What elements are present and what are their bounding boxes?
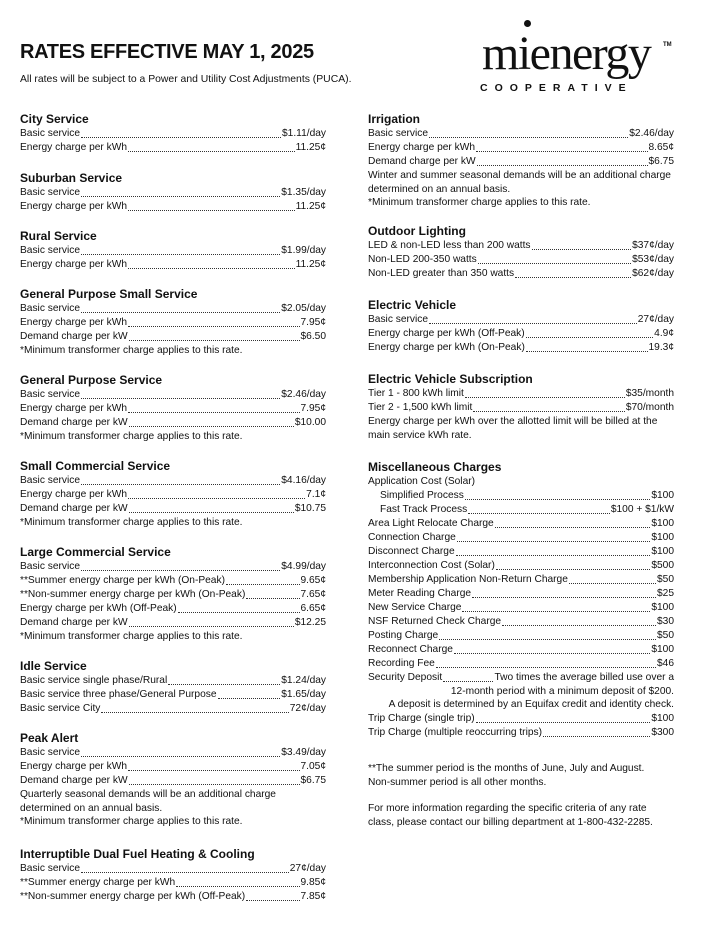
rate-row: Fast Track Process $100 + $1/kW	[380, 503, 674, 515]
rate-row: Connection Charge $100	[368, 531, 674, 543]
rate-row: Disconnect Charge $100	[368, 545, 674, 557]
section-title: Outdoor Lighting	[368, 224, 466, 238]
rate-row: Area Light Relocate Charge $100	[368, 517, 674, 529]
page-title: RATES EFFECTIVE MAY 1, 2025	[20, 41, 314, 63]
summer-footnote	[368, 760, 674, 802]
contact-text: For more information regarding the specific criteria of any rate class, please contact our billing department at 1-800-432-2285.	[368, 803, 653, 828]
logo-tagline: COOPERATIVE	[480, 82, 633, 94]
rate-row: Energy charge per kWh 11.25¢	[20, 259, 326, 270]
section-title: City Service	[20, 112, 89, 126]
logo-trademark: TM	[663, 42, 672, 48]
rate-note: *Minimum transformer charge applies to this rate.	[368, 197, 591, 208]
section-idle-service	[20, 659, 326, 731]
rate-row: Tier 1 - 800 kWh limit $35/month	[368, 388, 674, 399]
rate-note: *Minimum transformer charge applies to this rate.	[20, 631, 243, 642]
section-title: Irrigation	[368, 112, 421, 126]
rate-row: **Summer energy charge per kWh (On-Peak) 9.65¢	[20, 575, 326, 586]
section-general-purpose-small	[20, 287, 326, 373]
rate-row: **Non-summer energy charge per kWh (On-Peak) 7.65¢	[20, 589, 326, 600]
rate-row: Basic service $1.99/day	[20, 245, 326, 256]
rate-row: Basic service $1.35/day	[20, 187, 326, 198]
rate-row: Recording Fee $46	[368, 657, 674, 669]
footnote-text: Non-summer period is all other months.	[368, 776, 547, 788]
rate-row: **Non-summer energy charge per kWh (Off-Peak) 7.85¢	[20, 891, 326, 902]
rate-row: Demand charge per kW $10.75	[20, 503, 326, 514]
rate-note: Winter and summer seasonal demands will be an additional charge determined on an annual basis.	[368, 170, 671, 195]
section-outdoor-lighting	[368, 224, 674, 298]
section-title: General Purpose Small Service	[20, 287, 198, 301]
section-large-commercial	[20, 545, 326, 659]
section-suburban-service	[20, 171, 326, 229]
rate-row: Basic service $2.46/day	[20, 389, 326, 400]
puca-subtitle: All rates will be subject to a Power and Utility Cost Adjustments (PUCA).	[20, 74, 352, 85]
section-small-commercial	[20, 459, 326, 545]
rate-row: Basic service 27¢/day	[20, 863, 326, 874]
section-rural-service	[20, 229, 326, 287]
section-general-purpose	[20, 373, 326, 459]
section-title: Peak Alert	[20, 731, 79, 745]
rate-row: Energy charge per kWh 8.65¢	[368, 142, 674, 153]
rate-row: Basic service $2.05/day	[20, 303, 326, 314]
rate-row: Basic service three phase/General Purpose $1.65/day	[20, 689, 326, 700]
section-peak-alert	[20, 731, 326, 847]
rate-row: Membership Application Non-Return Charge $50	[368, 573, 674, 585]
rate-row: Trip Charge (multiple reoccurring trips) $300	[368, 726, 674, 738]
contact-info	[368, 802, 674, 829]
rate-row: Meter Reading Charge $25	[368, 587, 674, 599]
rate-row: Simplified Process $100	[380, 489, 674, 501]
section-title: Idle Service	[20, 659, 87, 673]
logo-dot	[524, 20, 531, 27]
rate-row: Non-LED greater than 350 watts $62¢/day	[368, 268, 674, 279]
section-title: Small Commercial Service	[20, 459, 171, 473]
rate-row: Demand charge per kW $12.25	[20, 617, 326, 628]
rate-note: *Minimum transformer charge applies to this rate.	[20, 517, 243, 528]
application-cost-label: Application Cost (Solar)	[368, 476, 476, 487]
section-title: Large Commercial Service	[20, 545, 171, 559]
left-column	[20, 112, 326, 904]
rate-row: NSF Returned Check Charge $30	[368, 615, 674, 627]
logo-wordmark: mienergy	[482, 27, 651, 80]
section-title: Electric Vehicle	[368, 298, 457, 312]
rate-row: Trip Charge (single trip) $100	[368, 712, 674, 724]
rate-row: Basic service City 72¢/day	[20, 703, 326, 714]
section-city-service	[20, 112, 326, 171]
rate-row: Energy charge per kWh 7.95¢	[20, 403, 326, 414]
mienergy-logo	[470, 18, 680, 98]
rate-row: Energy charge per kWh 7.1¢	[20, 489, 326, 500]
rate-row: Demand charge per kW $10.00	[20, 417, 326, 428]
rate-row: Basic service $2.46/day	[368, 128, 674, 139]
security-deposit-row: Security Deposit Two times the average billed use over a	[368, 671, 674, 683]
rate-row: **Summer energy charge per kWh 9.85¢	[20, 877, 326, 888]
deposit-note: 12-month period with a minimum deposit of $200.	[450, 685, 674, 697]
section-irrigation	[368, 112, 674, 224]
rate-row: Basic service single phase/Rural $1.24/day	[20, 675, 326, 686]
section-title: Rural Service	[20, 229, 97, 243]
rate-row: Demand charge per kW $6.50	[20, 331, 326, 342]
deposit-note: A deposit is determined by an Equifax credit and identity check.	[388, 699, 674, 710]
section-ev-subscription	[368, 372, 674, 460]
rate-row: Energy charge per kWh 7.95¢	[20, 317, 326, 328]
rate-row: Posting Charge $50	[368, 629, 674, 641]
rate-row: LED & non-LED less than 200 watts $37¢/day	[368, 240, 674, 251]
rate-note: *Minimum transformer charge applies to this rate.	[20, 345, 243, 356]
section-title: Interruptible Dual Fuel Heating & Cooling	[20, 847, 255, 861]
section-electric-vehicle	[368, 298, 674, 372]
rate-row: Basic service 27¢/day	[368, 314, 674, 325]
section-title: General Purpose Service	[20, 373, 163, 387]
rate-note: Quarterly seasonal demands will be an additional charge determined on an annual basis.	[20, 789, 276, 814]
rate-row: Demand charge per kW $6.75	[368, 156, 674, 167]
rate-note: *Minimum transformer charge applies to this rate.	[20, 431, 243, 442]
rate-row: Reconnect Charge $100	[368, 643, 674, 655]
rate-row: Tier 2 - 1,500 kWh limit $70/month	[368, 402, 674, 413]
section-title: Suburban Service	[20, 171, 123, 185]
rate-row: Basic service $1.11/day	[20, 128, 326, 139]
section-title: Miscellaneous Charges	[368, 460, 502, 474]
section-dual-fuel	[20, 847, 326, 904]
right-column	[368, 112, 674, 829]
rate-note: Energy charge per kWh over the allotted limit will be billed at the main service kWh rate.	[368, 416, 658, 441]
section-misc-charges	[368, 460, 674, 760]
rate-row: Demand charge per kW $6.75	[20, 775, 326, 786]
rate-row: Basic service $4.99/day	[20, 561, 326, 572]
rate-row: Energy charge per kWh 11.25¢	[20, 201, 326, 212]
rate-row: Energy charge per kWh (Off-Peak) 4.9¢	[368, 328, 674, 339]
rate-row: Energy charge per kWh (Off-Peak) 6.65¢	[20, 603, 326, 614]
rate-row: Energy charge per kWh 11.25¢	[20, 142, 326, 153]
rate-row: Basic service $4.16/day	[20, 475, 326, 486]
rate-row: New Service Charge $100	[368, 601, 674, 613]
rate-row: Energy charge per kWh 7.05¢	[20, 761, 326, 772]
footnote-text: **The summer period is the months of June, July and August.	[368, 763, 645, 774]
section-title: Electric Vehicle Subscription	[368, 372, 533, 386]
rate-row: Energy charge per kWh (On-Peak) 19.3¢	[368, 342, 674, 353]
rate-row: Basic service $3.49/day	[20, 747, 326, 758]
rate-note: *Minimum transformer charge applies to this rate.	[20, 816, 243, 827]
rate-row: Non-LED 200-350 watts $53¢/day	[368, 254, 674, 265]
rate-row: Interconnection Cost (Solar) $500	[368, 559, 674, 571]
